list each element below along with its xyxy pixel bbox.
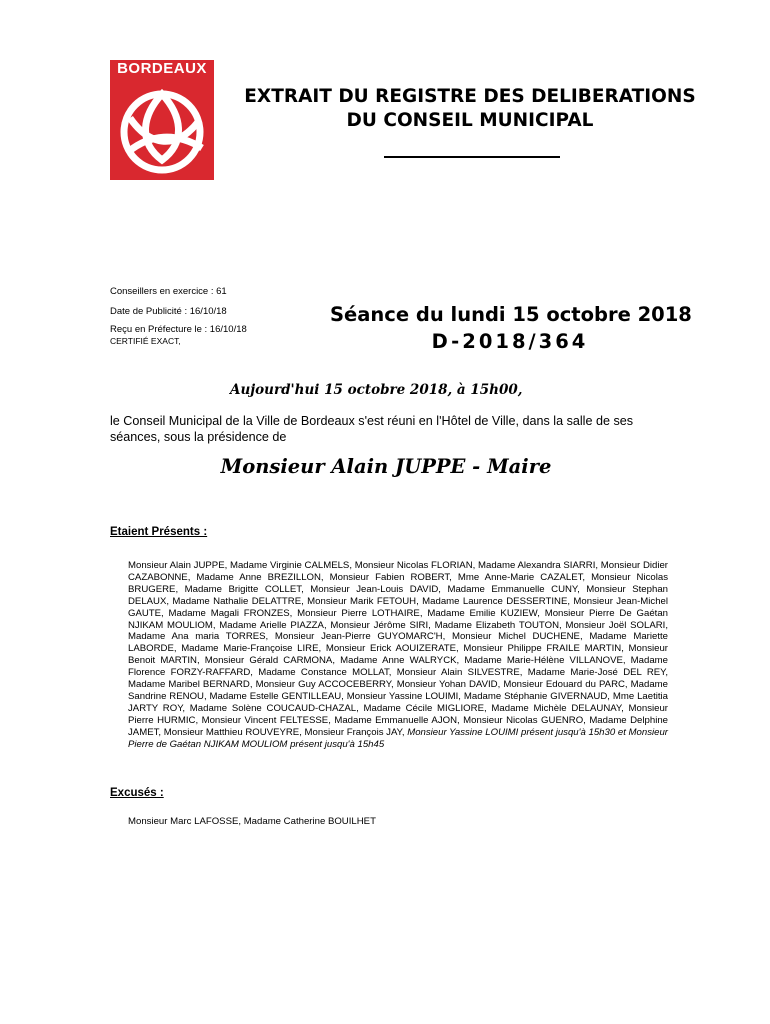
excuses-list: Monsieur Marc LAFOSSE, Madame Catherine BOUILHET: [128, 816, 376, 827]
triquetra-emblem-icon: [110, 78, 214, 180]
presents-list: [128, 560, 668, 751]
presents-note: Monsieur Yassine LOUIMI présent jusqu'à 15h30 et Monsieur Pierre de Gaétan NJIKAM MOULIOM présent jusqu'à 15h45: [128, 726, 669, 750]
conseillers-en-exercice: Conseillers en exercice : 61: [110, 286, 227, 297]
document-title-line2: DU CONSEIL MUNICIPAL: [346, 110, 594, 131]
excuses-label: Excusés :: [110, 787, 164, 799]
recu-prefecture: Reçu en Préfecture le : 16/10/18: [110, 324, 247, 335]
bordeaux-logo: [110, 60, 214, 180]
document-title-line1: EXTRAIT DU REGISTRE DES DELIBERATIONS: [244, 86, 696, 107]
presents-label: Etaient Présents :: [110, 526, 208, 538]
title-underline: [384, 156, 560, 158]
presents-names: Monsieur Alain JUPPE, Madame Virginie CALMELS, Monsieur Nicolas FLORIAN, Madame Alexandra SIARRI, Monsieur Didier CAZABONNE, Madame Anne BREZILLON, Monsieur Fabien ROBERT, Mme Anne-Marie CAZALET, Monsieur Nicolas BRUGERE, Madame Brigitte COLLET, Monsieur Jean-Louis DAVID, Madame Emmanuelle CUNY, Monsieur Stephan DELAUX, Madame Nathalie DELATTRE, Monsieur Marik FETOUH, Madame Laurence DESSERTINE, Monsieur Jean-Michel GAUTE, Madame Magali FRONZES, Monsieur Pierre LOTHAIRE, Madame Emilie KUZIEW, Monsieur Pierre De Gaétan NJIKAM MOULIOM, Madame Arielle PIAZZA, Monsieur Jérôme SIRI, Madame Elizabeth TOUTON, Monsieur Joël SOLARI, Madame Ana maria TORRES, Monsieur Jean-Pierre GUYOMARC'H, Monsieur Michel DUCHENE, Madame Mariette LABORDE, Madame Marie-Françoise LIRE, Monsieur Erick AOUIZERATE, Monsieur Philippe FRAILE MARTIN, Monsieur Benoit MARTIN, Monsieur Gérald CARMONA, Madame Anne WALRYCK, Madame Marie-Hélène VILLANOVE, Madame Florence FORZY-RAFFARD, Madame Constance MOLLAT, Monsieur Alain SILVESTRE, Madame Marie-José DEL REY, Madame Maribel BERNARD, Monsieur Guy ACCOCEBERRY, Monsieur Yohan DAVID, Monsieur Edouard du PARC, Madame Sandrine RENOU, Madame Estelle GENTILLEAU, Monsieur Yassine LOUIMI, Madame Stéphanie GIVERNAUD, Mme Laetitia JARTY ROY, Madame Solène COUCAUD-CHAZAL, Madame Cécile MIGLIORE, Madame Michèle DELAUNAY, Monsieur Pierre HURMIC, Monsieur Vincent FELTESSE, Madame Emmanuelle AJON, Monsieur Nicolas GUENRO, Madame Delphine JAMET, Monsieur Matthieu ROUVEYRE, Monsieur François JAY,: [128, 560, 668, 738]
president-name: Monsieur Alain JUPPE - Maire: [220, 455, 552, 478]
certifie-exact: CERTIFIÉ EXACT,: [110, 336, 181, 346]
meeting-date-line: Aujourd'hui 15 octobre 2018, à 15h00,: [230, 382, 523, 398]
intro-paragraph: le Conseil Municipal de la Ville de Bordeaux s'est réuni en l'Hôtel de Ville, dans la salle de ses séances, sous la présidence de: [110, 414, 634, 444]
date-publicite: Date de Publicité : 16/10/18: [110, 306, 227, 317]
deliberation-reference: D-2018/364: [431, 330, 589, 353]
logo-wordmark: BORDEAUX: [110, 60, 214, 78]
seance-title: Séance du lundi 15 octobre 2018: [330, 303, 692, 326]
